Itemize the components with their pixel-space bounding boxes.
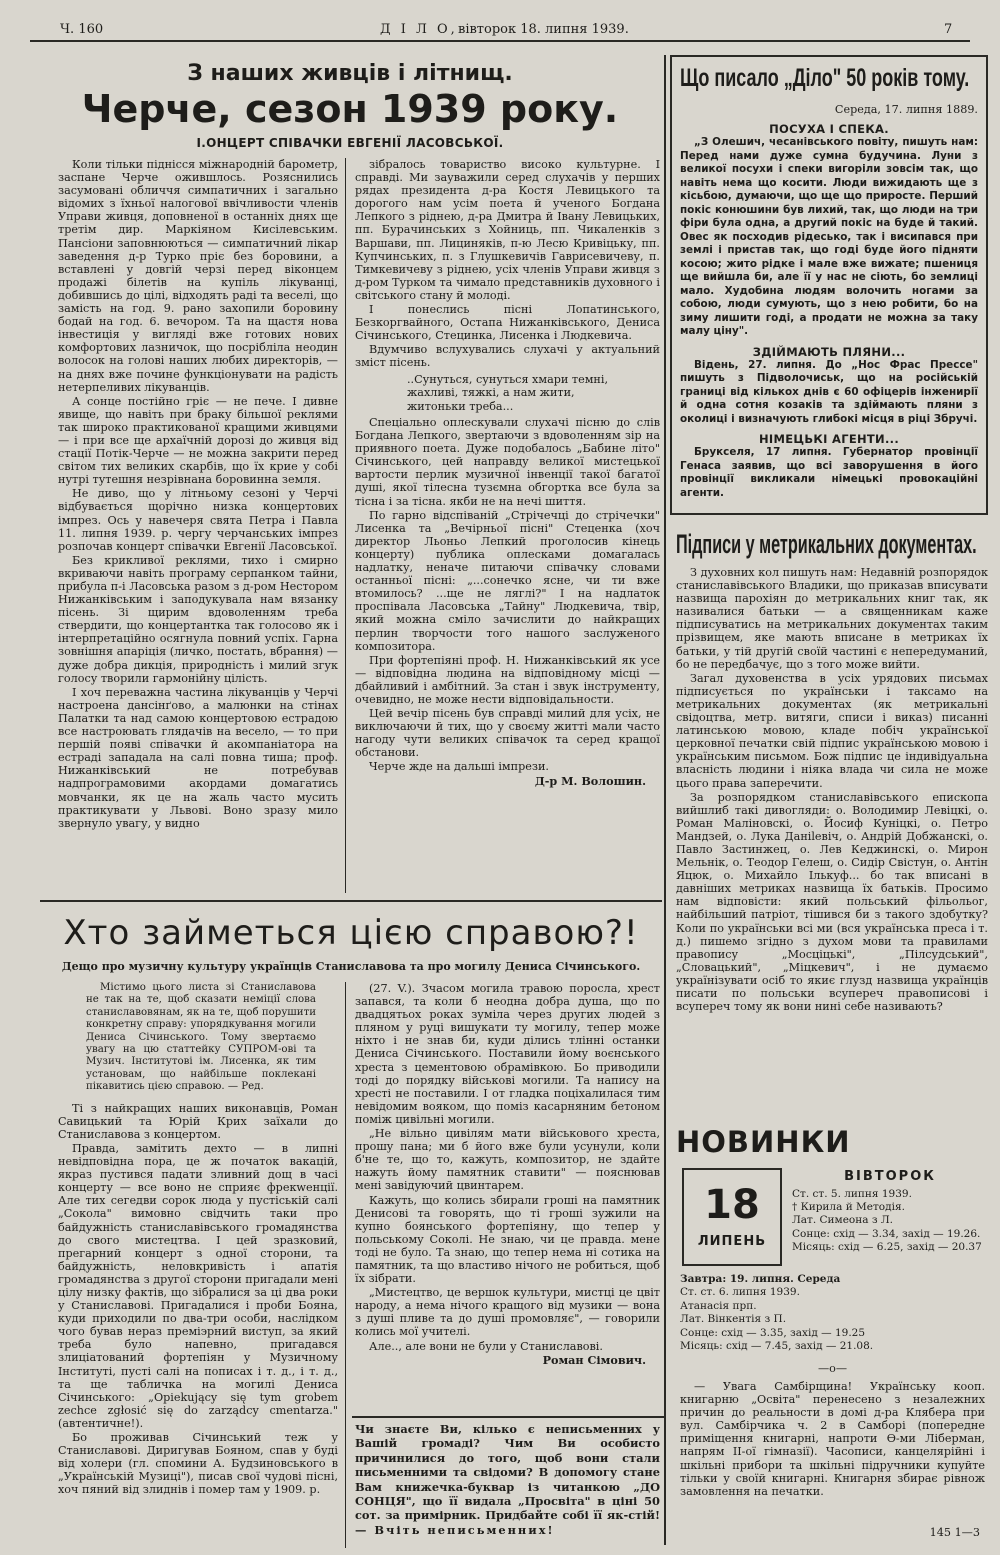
paragraph: Вдумчиво вслухувались слухачі у актуальний зміст пісень. (355, 343, 660, 370)
almanac-line: Місяць: схід — 6.25, захід — 20.37 (792, 1240, 982, 1253)
issue-date: вівторок 18. липня 1939. (458, 22, 629, 37)
section-rule (40, 900, 662, 902)
box-rule (352, 1416, 664, 1418)
column-divider (345, 158, 346, 893)
item-title-agents: НІМЕЦЬКІ АГЕНТИ... (758, 432, 899, 447)
main-column-divider (664, 55, 666, 1545)
cherche-kicker: З наших живців і літнищ. (187, 61, 513, 86)
paragraph: По гарно відспіваній „Стрічечці до стрічечки" Лисенка та „Вечірньої пісні" Стеценка (хоч директор Льоньо Лепкий проголосив кінець концерту) публика оплесками домагалась надлатку, неначе питаючи співачку словами останньої пісні: „...сонечко ясне, чи ти вже втомилось? ...ще не ляглі?" І на надлаток проспівала Ласовська „Тайну" Людкевича, твір, який можна сміло зачислити до найкращих перлин творчости того нашого заслуженого композитора. (355, 508, 660, 653)
almanac-line: Сонце: схід — 3.34, захід — 19.26. (792, 1227, 981, 1240)
item-text-agents: Брукселя, 17 липня. Губернатор провінції Генаса заявив, що всі заворушення в його провінції викликали німецькі провокаційні агенти. (680, 446, 978, 499)
literacy-slogan: — Вчіть неписьменних! (355, 1522, 555, 1537)
paragraph: Спеціально оплескували слухачі пісню до слів Богдана Лепкого, звертаючи з вдоволенням зір на приявного поета. Дуже подобалось „Бабине літо" Січинського, цей направду великої мистецької вартости перлик музичної інвенції такої багатої душі, якої тілесна тузємна обгортка все була за тісна і за тісна. якби не на нечі шиття. (355, 416, 660, 508)
cherche-subtitle: І.ОНЦЕРТ СПІВАЧКИ ЕВГЕНІЇ ЛАСОВСЬКОЇ. (196, 136, 504, 150)
music-subtitle: Дещо про музичну культуру українців Станиславова та про могилу Дениса Січинського. (61, 960, 641, 973)
poem-line: житоньки треба... (407, 399, 514, 413)
page-number: 7 (944, 22, 953, 37)
news-notice: — Увага Самбірщина! Українську кооп. книгарню „Освіта" перенесено з незалежних причин до реальности в домі д-ра Клябера при вул. Самбірчика ч. 2 в Самборі (попередне приміщення книгарні, напроти Ѳ-ми Ліберман, напрям II-ої гімназії). Часописи, канцелярійні і шкільні прибори та шкільні підручники купуйте тільки у своїй книгарні. Книгарня збирає рівнож замовлення на печатки. (680, 1380, 985, 1498)
metryky-title: Підписи у метрикальних документах. (676, 529, 977, 559)
weekday: ВІВТОРОК (844, 1169, 936, 1184)
today-almanac (792, 1188, 988, 1254)
paragraph: А сонце постійно гріє — не пече. І дивне явище, що навіть при браку більшої реклями так широко практикованої кращими живцями — і при все ще архаїчній дорозі до живця від стації Потік-Черче — не можна закрити перед світом тих великих скарбів, що їх крие у собі нутрі тутешня незрівнана боровинна земля. (58, 394, 338, 487)
paragraph: Не диво, що у літньому сезоні у Черчі відбувається щорічно низка концертових імпрез. Ось у навечеря свята Петра і Павла 11. липня 1939. р. чергу черчанських імпрез розпочав концерт співачки Евгенії Ласовської. (58, 487, 338, 553)
paragraph: При фортепіяні проф. Н. Нижанківський як усе — відповідна людина на відповідному місці — дбайливий і амбітний. За стан і звук інструменту, очевидно, не може нести відповідальности. (355, 653, 660, 706)
issue-number: Ч. 160 (60, 22, 104, 37)
calendar-day: 18 (704, 1182, 760, 1228)
almanac-line: Ст. ст. 6. липня 1939. (680, 1286, 800, 1299)
poem-quote (355, 373, 660, 414)
literacy-box (355, 1422, 660, 1544)
paragraph: Цей вечір пісень був справді милий для усіх, не виключаючи й тих, що у своєму житті мали часто нагоду чути великих співачок та серед кращої обстанови. (355, 707, 660, 760)
paragraph: Коли тільки піднісся міжнародній барометр, заспане Черче ожившлось. Розяснились засумовані обличчя симпатичних і загально відомих з їхньої налогової ввічливости членів Управи живця, доповненої в останніх днях ще третім дир. Маркіяном Кисілевським. Пансіони заповнюються — симпатичний лікар заведення д-р Турко пріє без боровини, а вставлені у довгій черзі перед віконцем продажі білетів на купіль лікуванці, добившись до цілі, відходять раді та веселі, що замість на год. 9. рано захопили боровину бодай на год. 6. вечором. Та на щастя нова інвестиція у вигляді вже готових нових комфортових лазничок, що посрібліла неодин волосок на голові наших любих директорів, — на днях вже почине функціонувати на радість нетерпеливих лікуванців. (58, 158, 338, 394)
almanac-line: Місяць: схід — 7.45, захід — 21.08. (680, 1340, 874, 1353)
paragraph: За розпорядком станиславівського епископа вийшлиб такі дивогляди: о. Володимир Левіцкі, о. Роман Маліновскі, о. Йосиф Куніцкі, о. Петро Мандзей, о. Лука Даніlевіч, о. Андрій Добжанскі, о. Павло Застинжец, о. Лев Кеджинскі, о. Мирон Мельнік, о. Теодор Гелеш, о. Сидір Свістун, о. Антін Яцюк, о. Михайло Ількуф... бо так вписані в давніших метриках назвища їх батьків. Просимо нам відповісти: який польський фільольог, найбільший патріот, тішився би з такого здобутку? Коли по українськи всі ми (вся українська преса і т. д.) пишемо згідно з духом мови та правилами правопису „Мосціцькі", „Пілсудський", „Словацький", „Міцкевич", і не думаємо українізувати осіб то якиє глузд назвища українців писати по польськи всупереч правописові і всупереч тому як вони нині себе називають? (676, 790, 988, 1014)
item-text-plans: Відень, 27. липня. До „Нос Фрас Прессе" пишуть з Підволочиськ, що на російській границі від кількох днів є 60 офіцерів інженирії й одна сотня козаків та здіймають пляни з околиці і визначують глибокі місця в ріці Збручі. (680, 358, 978, 425)
poem-line: ..Сунуться, сунуться хмари темні, (407, 372, 609, 386)
metryky-body (676, 566, 988, 1118)
music-title: Хто займеться цією справою?! (63, 913, 639, 953)
ad-code: 145 1—3 (929, 1526, 980, 1539)
paragraph: Кажуть, що колись збирали гроші на памятник Денисові та говорять, що ті гроші зужили на купно боянського фортепіяну, що тепер у польському Соколі. Не знаю, чи це правда. мене тоді не було. Та знаю, що тепер нема ні сотика на памятник, та що властиво нічого не робиться, щоб їх зібрати. (355, 1193, 660, 1286)
column-divider (345, 982, 346, 1548)
paragraph: З духовних кол пишуть нам: Недавній розпорядок станиславівського Владики, що приказав вписувати назвища парохіян до метрикальних книг так, як називалися батьки — а священникам каже підписуватись на метрикальних документах таким прізвищем, яке мають вписане в метриках їх батьки, у тій другій своїй частині є непередуманий, бо не передбачує, що з того може вийти. (676, 566, 988, 671)
paragraph: І понеслись пісні Лопатинського, Безкоргвайного, Остапа Нижанківського, Дениса Січинського, Стецинка, Лисенка і Людкевича. (355, 303, 660, 343)
almanac-line: Сонце: схід — 3.35, захід — 19.25 (680, 1326, 866, 1339)
paragraph: Правда, замітить дехто — в липні невідповідна пора, це ж початок вакацій, якраз пустився падати зливний дощ в часі концерту — все воно не сприяє фрекwенції. Але тих сегедви сорок люда у пустіській салі „Сокола" вимовно свідчить таки про байдужність станиславівського громадянства до свого мистецтва. І цей зразковий, прегарний концерт з одної сторони, та байдужність, неловкривість і апатія громадянства з другої сторони пригадали мені цілу низку фактів, що зібралися за ці два роки у Станиславові. Пригадалися і проби Бояна, куди приходили по два-три особи, наслідком чого бував нераз преміэрний виступ, за який треба було напевно, пригадався злиціатований фортепіян у Музичному Інституті, пусті салі на пописах і т. д., і т. д., та ще табличка на могилі Дениса Січинського: „Opiekujący się tym grobem zechce zgłosić się do zarządcy cmentarza." (автентичне!). (58, 1141, 338, 1430)
music-signature: Роман Сімович. (542, 1352, 646, 1367)
sidebar-dateline: Середа, 17. липня 1889. (834, 103, 978, 116)
item-text-drought: „З Олешич, чесанівського повіту, пишуть нам: Перед нами дуже сумна будучина. Луни з великої посухи і спеки вигоріли зовсім так, що навіть нема що косити. Люди вижидають ще з кісьбою, думаючи, що ще що приросте. Перший покіс конюшини був лихий, так, що люди на три фіри була одна, а другий покіс на буде й такий. Овес як посходив рідесько, так і висипався при землі і пристав так, що годі буде його підняти косою; жито рідке і мале вже вижате; пшениця ще вийшла би, але її у нас не сіють, бо землиці мало. Худобина людям волочить ногами за собою, люди сумують, що з нею робити, бо на зиму лишити годі, а продати не можна за таку малу ціну". (680, 136, 978, 338)
masthead: Д І Л О, (380, 22, 458, 37)
cherche-title: Черче, сезон 1939 року. (81, 87, 619, 131)
item-title-drought: ПОСУХА І СПЕКА. (769, 122, 889, 137)
sidebar-50-years-title: Що писало „Діло" 50 років тому. (680, 64, 970, 92)
music-column-2 (355, 982, 660, 1414)
paragraph: (27. V.). Зчасом могила травою поросла, хрест запався, та коли б неодна добра душа, що по двадцятьох роках зуміла через других людей з пляном у руці вишукати ту могилу, тепер може ніхто і не знав би, куди ділись тлінні останки Дениса Січинського. Поставили йому воєнського хреста з цементовою обрамівкою. Бо приводили тоді до порядку військові могили. Та напису на хресті не поставили. І от гладка поціхалилася тим невідомим вояком, що поміз касарняним бетоном поміж цивільні могили. (355, 982, 660, 1126)
paragraph: І хоч переважна частина лікуванців у Черчі настроена дансінґово, а малюнки на стінах Палатки та над самою концертовою естрадою все настроювать глядачів на весело, — то при першій появі співачки й акомпаніатора на естраді западала на салі повна тиша; проф. Нижанківський не потребував надпрограмовими акордами домагатись мовчанки, як це на жаль часто мусить практикувати у Львові. Воно зразу мило звернуло увагу, у видно (58, 685, 338, 830)
sidebar-50-years (670, 55, 988, 515)
paragraph: „Не вільно цивілям мати військового хреста, прошу пана; ми б його вже були усунули, коли б'не те, що то, кажуть, композитор, не здайте нажуть йому памятник ставити" — пояснював мені завідуючий цвинтарем. (355, 1127, 660, 1193)
paragraph: Але.., але вони не були у Станиславові. (369, 1339, 603, 1353)
almanac-line: Атанасія прп. (680, 1299, 757, 1312)
paragraph: Черче жде на дальші імпрези. (369, 760, 549, 774)
literacy-text: Чи знаєте Ви, кілько є неписьменних у Вашій громаді? Чим Ви особисто причинилися до того, щоб вони стали письменними та свідоми? В допомогу стане Вам книжечка-буквар із читанкою „ДО СОНЦЯ", що її видала „Просвіта" в ціні 50 сот. за примірник. Придбайте собі її як-стій! (355, 1422, 660, 1523)
news-title: НОВИНКИ (676, 1125, 851, 1159)
almanac-line: Ст. ст. 5. липня 1939. (792, 1188, 912, 1200)
music-column-1 (58, 982, 338, 1548)
paragraph: Без крикливої реклями, тихо і смирно вкриваючи навіть програму серпанком тайни, прибула п-і Ласовська разом з д-ром Нестором Нижанківським і заподукувала нам вязанку пісень. Зі щирим вдоволенням треба ствердити, що концертантка так голосово як і інтерпретаційно осягнула повний успіх. Гарна зовнішня апаріція (личко, постать, вбрання) — дуже добра дикція, природність і милий згук голосу творили гармонійну цілість. (58, 553, 338, 685)
tomorrow-almanac (680, 1273, 985, 1353)
cherche-column-2 (355, 158, 660, 896)
cherche-signature: Д-р М. Волошин. (534, 773, 646, 788)
paragraph: Загал духовенства в усіх урядових письмах підписується по українськи і таксамо на метрикальних документах (як метрикальні свідоцтва, метр. витяги, списи і виказ) писанні латинською мовою, кладе побіч української церковної печатки свій підпис українською мовою і українським письмом. Бож підпис це індивідуальна власність людини і ніяка влада чи сила не може цього права заперечити. (676, 671, 988, 790)
item-title-plans: ЗДІЙМАЮТЬ ПЛЯНИ... (752, 344, 906, 359)
calendar-box (682, 1168, 782, 1266)
paragraph: Ті з найкращих наших виконавців, Роман Савицький та Юрій Крих заїхали до Станиславова з концертом. (58, 1101, 338, 1141)
paragraph: зібралось товариство високо культурне. І справді. Ми зауважили серед слухачів у перших рядах президента д-ра Костя Левицького та дорогого нам усім поета й ученого Богдана Лепкого з ріднею, д-ра Дмитра й Івану Левицьких, пп. Бурачинських з Хойниць, пп. Чикаленків з Варшави, пп. Лициняків, п-ю Лесю Кривіцьку, пп. Купчинських, п. з Глушкевичів Гаврисевичеву, п. Тимкевичеву з ріднею, усіх членів Управи живця з д-ром Турком та чимало представників духовного і світського стану й молоді. (355, 158, 660, 302)
paragraph: Бо проживав Січинський теж у Станиславові. Диригував Бояном, спав у буді від холери (гл. спомини А. Будзиновського в „Українській Музиці"), писав свої чудові пісні, хоч пяний від злиднів і помер там у 1909. р. (58, 1431, 338, 1497)
cherche-column-1 (58, 158, 338, 893)
almanac-line: Завтра: 19. липня. Середа (680, 1273, 841, 1285)
calendar-month: ЛИПЕНЬ (697, 1234, 767, 1249)
header-rule (30, 40, 970, 42)
news-separator: —o— (817, 1362, 848, 1375)
almanac-line: † Кирила й Методія. (792, 1201, 905, 1214)
almanac-line: Лат. Симеона з Л. (792, 1214, 894, 1227)
almanac-line: Лат. Вінкентія з П. (680, 1313, 787, 1326)
poem-line: жахливі, тяжкі, а нам жити, (407, 386, 575, 399)
editor-note: Містимо цього листа зі Станиславова не так на те, щоб сказати неміції слова станиславовянам, як на те, щоб порушити конкретну справу: упорядкування могили Дениса Січинського. Тому звертаємо увагу на цю статтейку СУПРОМ-ові та Музич. Інститутові ім. Лисенка, як тим установам, що найбільше поклекані пікавитись цією справою. — Ред. (86, 982, 316, 1093)
paragraph: „Мистецтво, це вершок культури, мистці це цвіт народу, а нема нічого кращого від музики — вона з душі пливе та до душі промовляє", — говорили колись мої учителі. (355, 1286, 660, 1339)
